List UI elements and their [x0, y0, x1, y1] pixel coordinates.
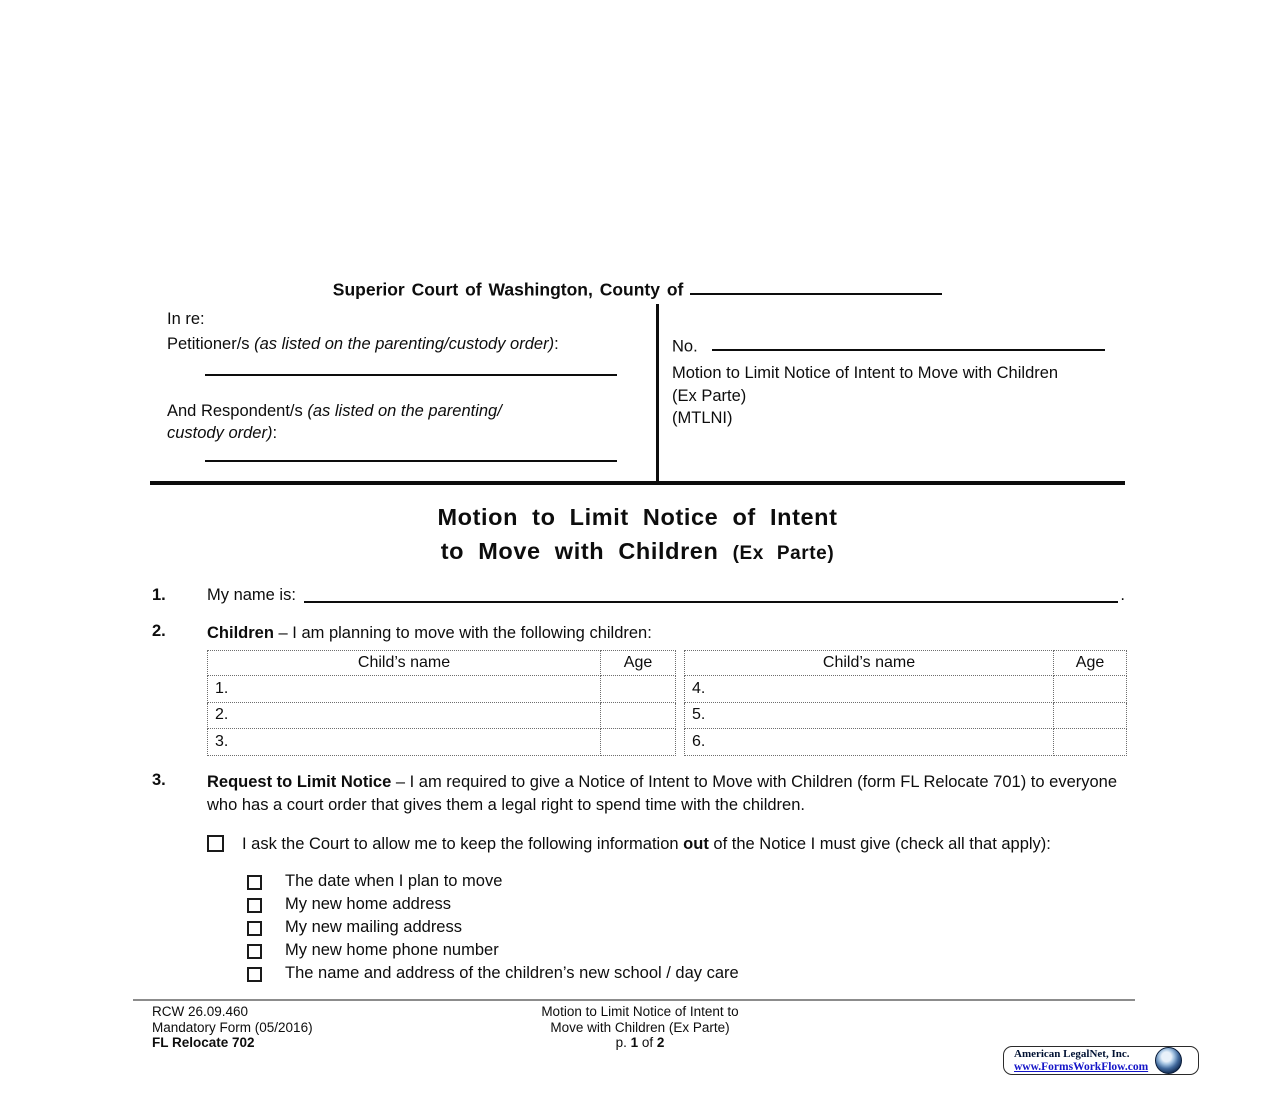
- option-label: The date when I plan to move: [285, 872, 503, 890]
- table-header-row: [208, 651, 676, 676]
- form-title-line2-suffix: (Ex Parte): [732, 543, 835, 564]
- respondent-line: [167, 400, 637, 444]
- option-label: My new home address: [285, 895, 451, 913]
- item-2-number: 2.: [152, 622, 166, 640]
- form-title-line2: [150, 538, 1125, 565]
- item-2-bold: Children: [207, 624, 274, 642]
- phone-number-checkbox[interactable]: [247, 944, 262, 959]
- age-header: Age: [601, 651, 676, 676]
- table-row: [685, 676, 1127, 703]
- item-3-rest: – I am required to give a Notice of Intent to Move with Children (form FL Relocate 701) to everyone who has a court order that gives them a legal right to spend time with the children.: [207, 773, 1118, 814]
- option-label: My new home phone number: [285, 941, 499, 959]
- item-3-row: [152, 771, 1125, 817]
- option-row-move-date: [247, 872, 739, 895]
- limit-info-text: [242, 833, 1094, 857]
- child-name-cell[interactable]: 6.: [685, 729, 1054, 756]
- age-header: Age: [1054, 651, 1127, 676]
- age-cell[interactable]: [601, 729, 676, 756]
- legalnet-company: American LegalNet, Inc.: [1014, 1048, 1130, 1060]
- age-cell[interactable]: [1054, 676, 1127, 703]
- item-1-row: [152, 585, 1125, 605]
- footer-rule: [133, 999, 1135, 1001]
- children-table-right: [684, 650, 1127, 756]
- children-table-left: [207, 650, 676, 756]
- footer-title-line2: Move with Children (Ex Parte): [550, 1019, 730, 1035]
- footer-mandatory-form: Mandatory Form (05/2016): [152, 1019, 313, 1035]
- petitioner-name-blank[interactable]: [205, 356, 617, 376]
- limit-info-after: of the Notice I must give (check all that apply):: [713, 835, 1051, 853]
- age-cell[interactable]: [601, 676, 676, 703]
- limit-info-before: I ask the Court to allow me to keep the following information: [242, 835, 679, 853]
- case-number-line: [672, 334, 1117, 356]
- petitioner-line: [167, 335, 645, 354]
- respondent-note-line2: custody order): [167, 424, 273, 442]
- respondent-label: And Respondent/s: [167, 402, 303, 420]
- children-table: [207, 650, 1127, 756]
- court-title-text: Superior Court of Washington, County of: [332, 279, 684, 300]
- respondent-colon: :: [272, 424, 278, 442]
- legalnet-globe-icon: [1155, 1047, 1182, 1074]
- footer-rcw: RCW 26.09.460: [152, 1004, 249, 1019]
- legalnet-text: [1014, 1048, 1148, 1073]
- item-1-period: .: [1120, 586, 1125, 604]
- case-number-blank[interactable]: [712, 334, 1105, 351]
- table-row: [685, 702, 1127, 729]
- item-3-text: [207, 771, 1125, 817]
- item-3-number: 3.: [152, 771, 166, 789]
- limit-info-bold: out: [683, 835, 709, 853]
- caption-case-code: (MTLNI): [672, 409, 733, 427]
- age-cell[interactable]: [1054, 729, 1127, 756]
- limit-info-options: [247, 872, 739, 987]
- my-name-label: My name is:: [207, 586, 296, 604]
- table-row: [208, 702, 676, 729]
- option-row-mailing-address: [247, 918, 739, 941]
- child-name-header: Child’s name: [685, 651, 1054, 676]
- table-row: [208, 729, 676, 756]
- option-row-home-address: [247, 895, 739, 918]
- case-number-label: No.: [672, 337, 698, 356]
- option-label: The name and address of the children’s new school / day care: [285, 964, 739, 982]
- option-row-school-daycare: [247, 964, 739, 987]
- limit-info-checkbox[interactable]: [207, 835, 224, 852]
- table-row: [685, 729, 1127, 756]
- petitioner-colon: :: [554, 335, 559, 353]
- respondent-name-blank[interactable]: [205, 442, 617, 462]
- limit-info-request-row: [207, 833, 1125, 857]
- table-header-row: [685, 651, 1127, 676]
- caption-divider: [656, 304, 659, 481]
- child-name-cell[interactable]: 4.: [685, 676, 1054, 703]
- footer-left: [152, 1004, 313, 1051]
- item-2-rest: – I am planning to move with the following children:: [278, 624, 652, 642]
- petitioner-label: Petitioner/s: [167, 335, 250, 353]
- child-name-header: Child’s name: [208, 651, 601, 676]
- legalnet-badge: [1003, 1046, 1199, 1075]
- petitioner-note: (as listed on the parenting/custody order): [254, 335, 555, 353]
- in-re-label: In re:: [167, 310, 205, 328]
- child-name-cell[interactable]: 1.: [208, 676, 601, 703]
- page-total: 2: [656, 1035, 665, 1050]
- footer-title-line1: Motion to Limit Notice of Intent to: [541, 1004, 739, 1019]
- option-label: My new mailing address: [285, 918, 462, 936]
- item-2-row: [152, 622, 1125, 645]
- form-title-line1: Motion to Limit Notice of Intent: [437, 504, 838, 530]
- item-3-bold: Request to Limit Notice: [207, 773, 392, 791]
- child-name-cell[interactable]: 2.: [208, 702, 601, 729]
- footer-form-id: FL Relocate 702: [152, 1035, 255, 1050]
- county-name-blank[interactable]: [690, 277, 942, 295]
- footer-center: [380, 1004, 900, 1051]
- my-name-blank[interactable]: [304, 587, 1118, 603]
- item-1-number: 1.: [152, 586, 166, 604]
- legalnet-url-link[interactable]: www.FormsWorkFlow.com: [1014, 1060, 1149, 1073]
- page-number: 1: [630, 1035, 639, 1050]
- age-cell[interactable]: [601, 702, 676, 729]
- respondent-note-line1: (as listed on the parenting/: [307, 402, 502, 420]
- school-daycare-checkbox[interactable]: [247, 967, 262, 982]
- page-of: of: [641, 1035, 654, 1050]
- caption-box: [150, 304, 1125, 485]
- option-row-phone-number: [247, 941, 739, 964]
- caption-case-title: Motion to Limit Notice of Intent to Move with Children (Ex Parte): [672, 364, 1059, 405]
- item-2-text: [207, 622, 652, 645]
- court-title-line: [150, 277, 1125, 300]
- child-name-cell[interactable]: 5.: [685, 702, 1054, 729]
- move-date-checkbox[interactable]: [247, 875, 262, 890]
- mailing-address-checkbox[interactable]: [247, 921, 262, 936]
- page-prefix: p.: [615, 1035, 627, 1050]
- age-cell[interactable]: [1054, 702, 1127, 729]
- footer-page-line: [380, 1035, 900, 1051]
- child-name-cell[interactable]: 3.: [208, 729, 601, 756]
- form-title-line2-main: to Move with Children: [440, 538, 719, 564]
- table-row: [208, 676, 676, 703]
- home-address-checkbox[interactable]: [247, 898, 262, 913]
